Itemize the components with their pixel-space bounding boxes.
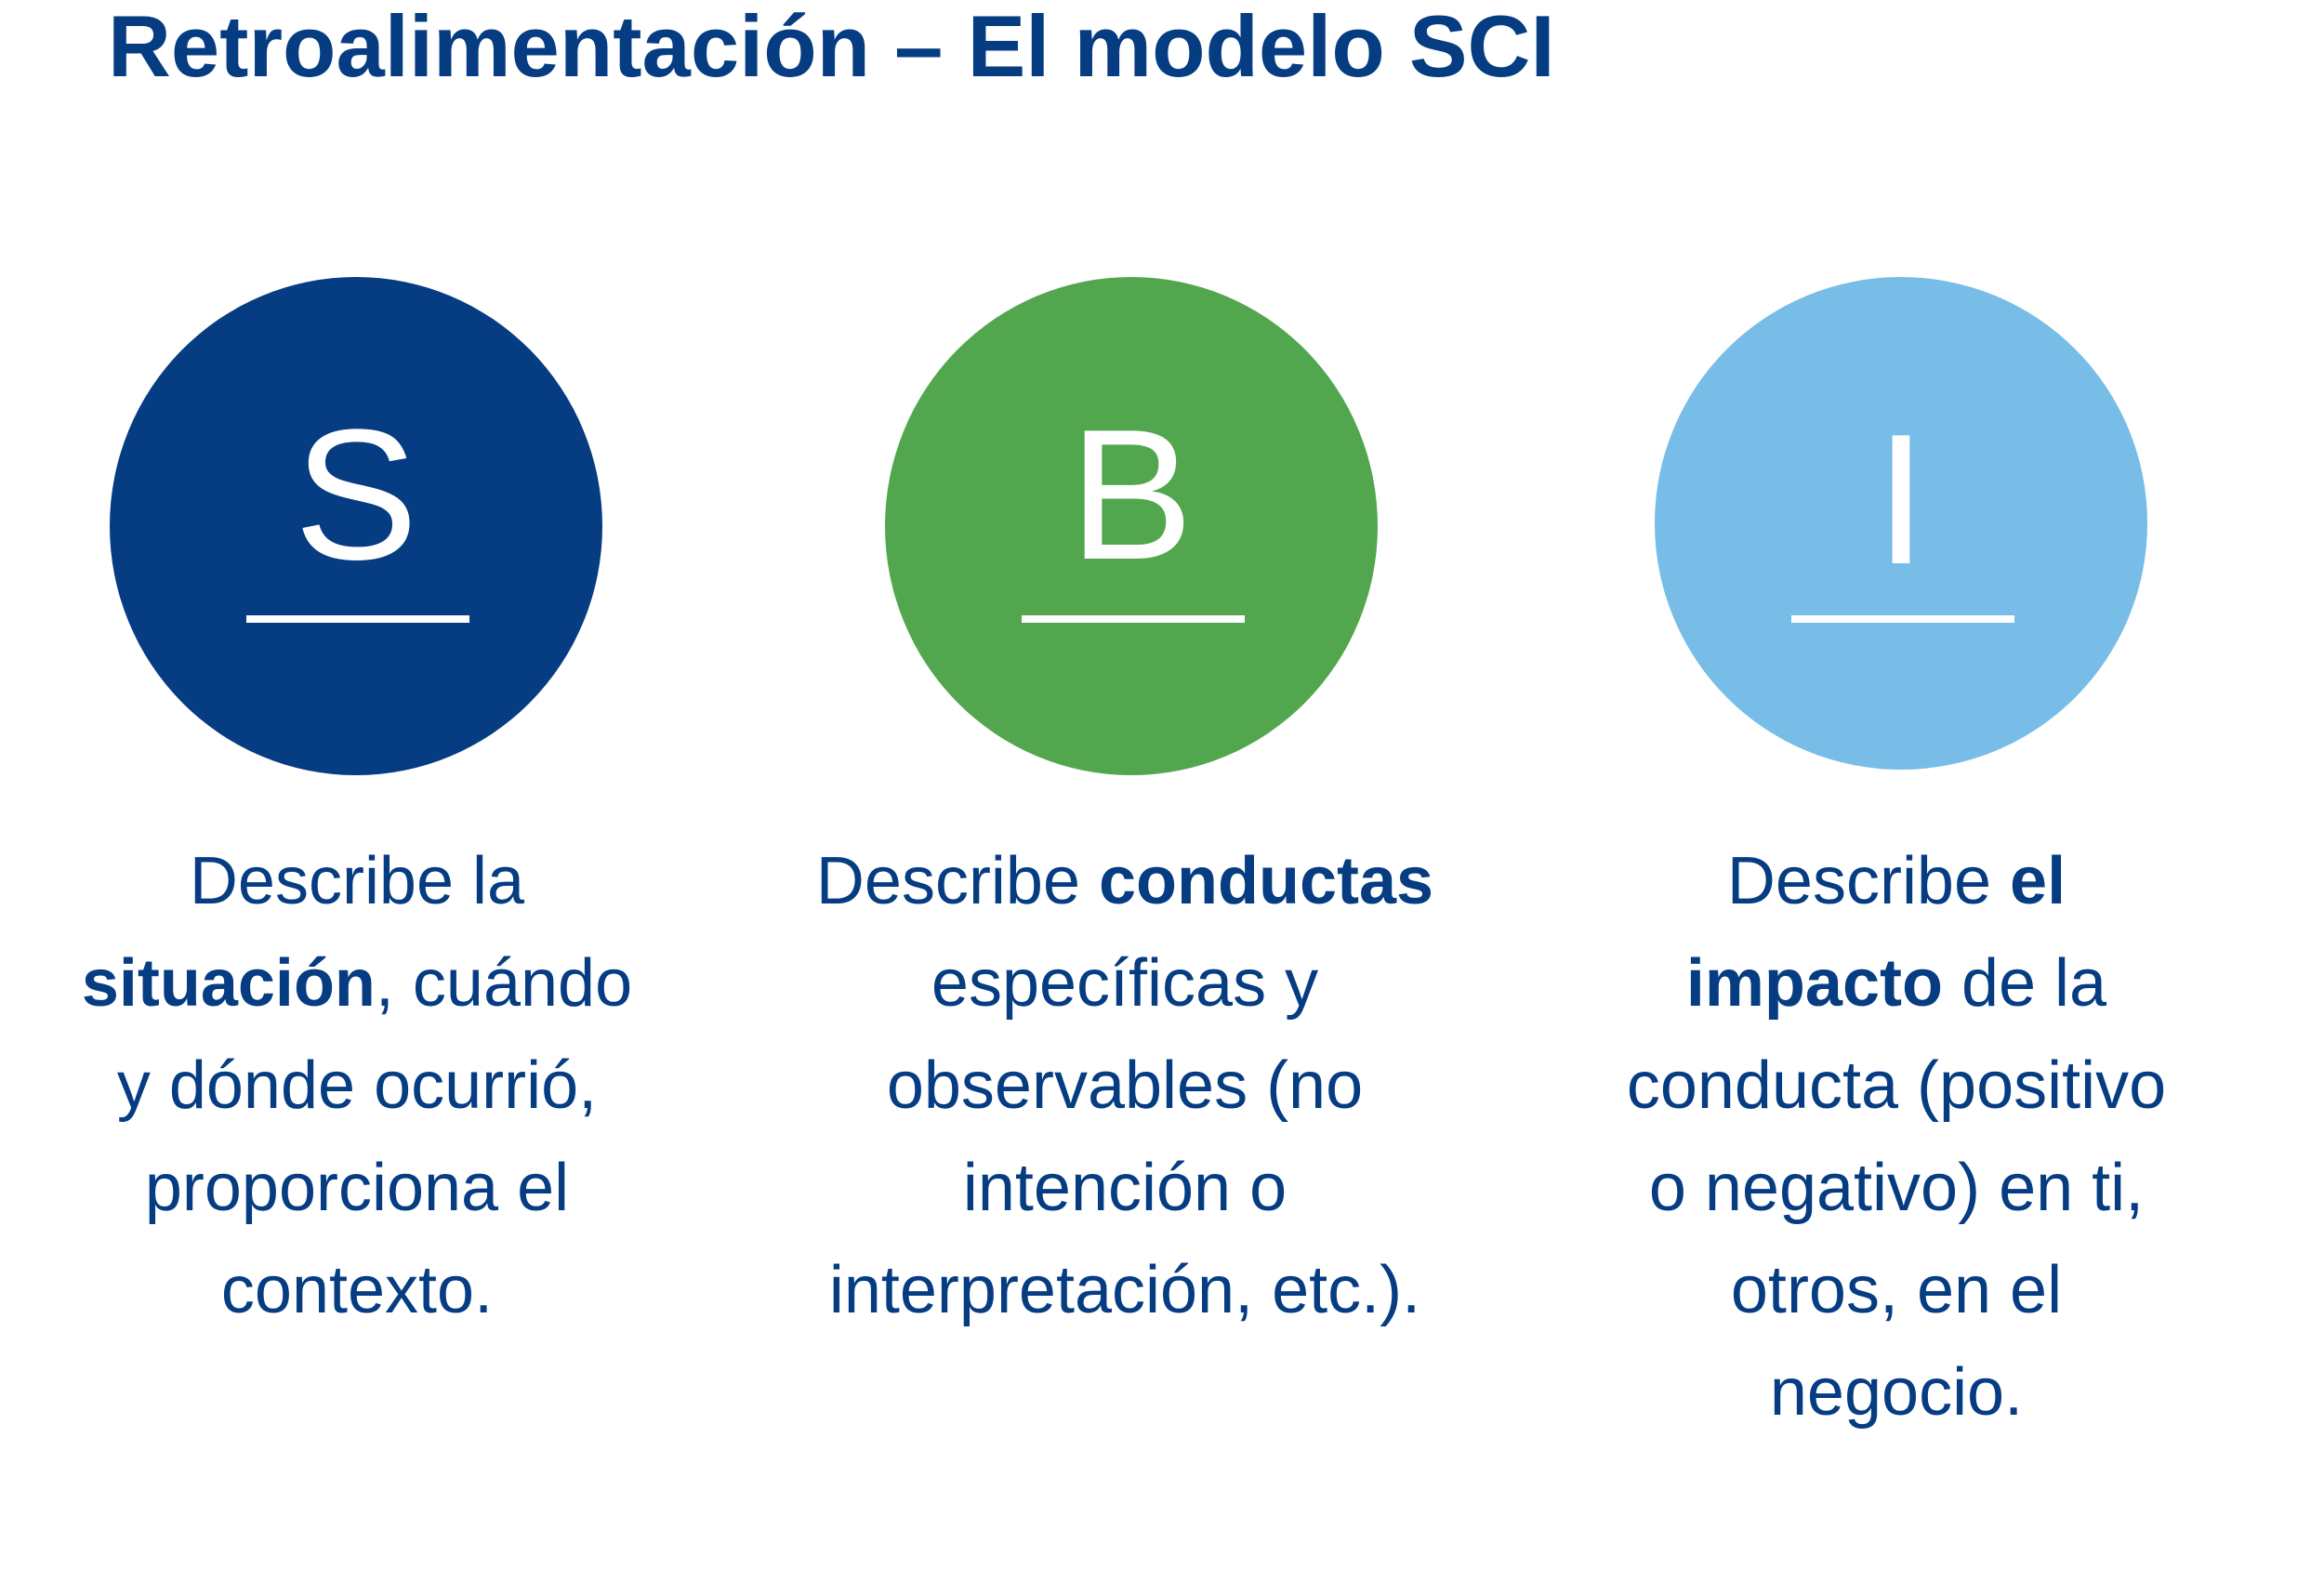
- impact-keyword: el: [2010, 844, 2067, 918]
- situation-desc-line: proporciona el: [144, 1151, 570, 1225]
- situation-desc-line: y dónde ocurrió,: [116, 1048, 598, 1123]
- impact-desc-line: o negativo) en ti,: [1648, 1151, 2145, 1225]
- impact-desc-line: negocio.: [1769, 1355, 2024, 1430]
- impact-desc-line: conducta (positivo: [1626, 1048, 2167, 1123]
- situation-circle: [110, 277, 602, 775]
- situation-keyword: situación: [81, 946, 376, 1021]
- behavior-circle: [885, 277, 1378, 775]
- behavior-desc-line: interpretación, etc.).: [828, 1253, 1421, 1327]
- behavior-letter: B: [1069, 391, 1194, 599]
- impact-desc-line: Describe: [1726, 844, 2011, 918]
- impact-desc-line: de la: [1942, 946, 2107, 1021]
- page-title: Retroalimentación – El modelo SCI: [108, 0, 1555, 95]
- impact-underline: [1791, 615, 2014, 623]
- impact-letter: I: [1875, 396, 1927, 603]
- behavior-desc-line: observables (no: [886, 1048, 1364, 1123]
- behavior-desc-line: Describe: [815, 844, 1100, 918]
- impact-desc-line: otros, en el: [1730, 1253, 2063, 1327]
- impact-description: [1543, 830, 2250, 1444]
- situation-desc-line: Describe la: [189, 844, 525, 918]
- situation-underline: [246, 615, 469, 623]
- behavior-desc-line: específicas y: [931, 946, 1319, 1021]
- behavior-underline: [1022, 615, 1245, 623]
- behavior-description: [753, 830, 1497, 1341]
- behavior-desc-line: intención o: [962, 1151, 1287, 1225]
- impact-circle: [1655, 277, 2147, 770]
- situation-desc-line: , cuándo: [375, 946, 633, 1021]
- impact-keyword: impacto: [1685, 946, 1943, 1021]
- behavior-keyword: conductas: [1099, 844, 1434, 918]
- situation-desc-line: contexto.: [220, 1253, 494, 1327]
- situation-letter: S: [294, 391, 418, 599]
- situation-description: [28, 830, 686, 1341]
